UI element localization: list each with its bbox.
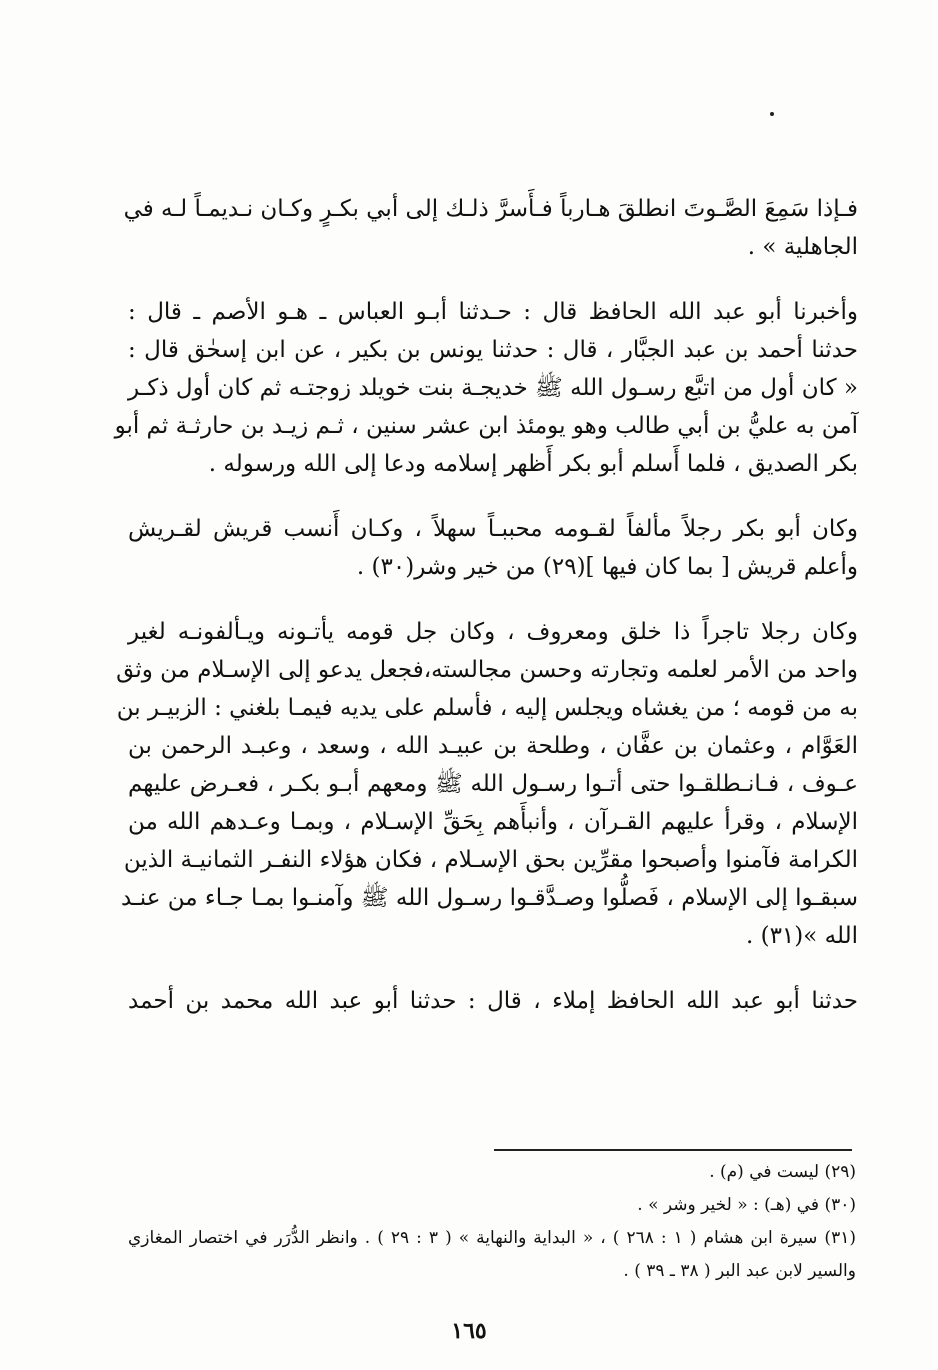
- text-line: سبقـوا إلى الإسلام ، فَصلُّوا وصـدَّقـوا رسـول الله ﷺ وآمنـوا بمـا جـاء من عنـد: [120, 885, 858, 911]
- text-line: عـوف ، فـانـطلقـوا حتى أتـوا رسـول الله ﷺ ومعهم أبـو بكـر ، فعـرض عليهم: [128, 771, 858, 797]
- text-line: آمن به عليُّ بن أبي طالب وهو يومئذ ابن عشر سنين ، ثـم زيـد بن حارثـة ثم أبو: [114, 413, 858, 439]
- page-number: ١٦٥: [451, 1318, 487, 1344]
- footnote-separator: [494, 1149, 852, 1151]
- footnote: (٢٩) ليست في (م) .: [709, 1162, 856, 1182]
- text-line: وأخبرنا أبو عبد الله الحافظ قال : حـدثنا أبـو العباس ـ هـو الأصم ـ قال :: [128, 299, 858, 325]
- text-line: بكر الصديق ، فلما أَسلم أبو بكر أَظهر إسلامه ودعا إلى الله ورسوله .: [208, 451, 858, 477]
- paragraph: [114, 293, 858, 483]
- text-line: فـإذا سَمِعَ الصَّـوتَ انطلقَ هـارباً فـأَسرَّ ذلـك إلى أبي بكـرٍ وكـان نـديمـاً لـه في: [123, 196, 858, 222]
- text-line: الإسلام ، وقرأ عليهم القـرآن ، وأنبأَهم بِحَقِّ الإسـلام ، وبمـا وعـدهم الله من: [128, 809, 858, 835]
- text-line: الجاهلية » .: [747, 234, 858, 260]
- text-line: واحد من الأمر لعلمه وتجارته وحسن مجالسته،فجعل يدعو إلى الإسـلام من وثق: [116, 657, 858, 683]
- text-line: حدثنا أبو عبد الله الحافظ إملاء ، قال : حدثنا أبو عبد الله محمد بن أحمد: [128, 988, 858, 1014]
- text-line: وأعلم قريش [ بما كان فيها ](٢٩) من خير وشر(٣٠) .: [356, 554, 858, 580]
- footnote: (٣١) سيرة ابن هشام ( ١ : ٢٦٨ ) ، « البداية والنهاية » ( ٣ : ٢٩ ) . وانظر الدُّرَر في اختصار المغازي: [128, 1228, 856, 1248]
- speck-mark: [770, 112, 774, 116]
- paragraph: [128, 510, 858, 586]
- paragraph: [123, 190, 858, 266]
- text-line: به من قومه ؛ من يغشاه ويجلس إليه ، فأسلم على يديه فيمـا بلغني : الزبيـر بن: [116, 695, 858, 721]
- text-line: وكان رجلا تاجراً ذا خلق ومعروف ، وكان جل قومه يأتـونه ويـألفونـه لغير: [128, 619, 858, 645]
- text-line: الله »(٣١) .: [745, 923, 858, 949]
- footnotes: [128, 1156, 856, 1288]
- text-line: الكرامة فآمنوا وأصبحوا مقرِّين بحق الإسـلام ، فكان هؤلاء النفـر الثمانيـة الذين: [123, 847, 858, 873]
- paragraph: [116, 613, 858, 955]
- footnote-continuation: والسير لابن عبد البر ( ٣٨ ـ ٣٩ ) .: [623, 1261, 856, 1281]
- main-text: [114, 190, 858, 1020]
- text-line: « كان أول من اتبَّع رسـول الله ﷺ خديجـة بنت خويلد زوجتـه ثم كان أول ذكـر: [128, 375, 858, 401]
- text-line: وكان أبو بكر رجلاً مألفاً لقـومه محببـاً سهلاً ، وكـان أَنسب قريش لقـريش: [128, 516, 858, 542]
- text-line: حدثنا أحمد بن عبد الجبَّار ، قال : حدثنا يونس بن بكير ، عن ابن إسحٰق قال :: [128, 337, 858, 363]
- text-line: العَوَّام ، وعثمان بن عفَّان ، وطلحة بن عبيـد الله ، وسعد ، وعبـد الرحمن بن: [128, 733, 858, 759]
- footnote: (٣٠) في (هـ) : « لخير وشر » .: [637, 1195, 856, 1215]
- paragraph: [128, 982, 858, 1020]
